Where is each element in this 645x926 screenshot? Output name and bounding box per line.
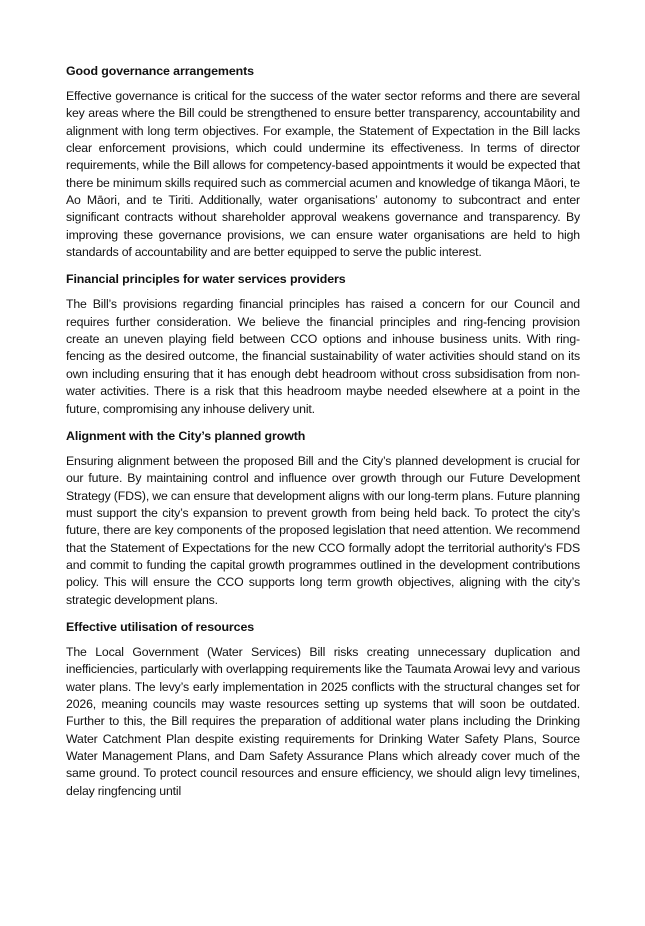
document-page xyxy=(66,62,580,800)
section-body: The Local Government (Water Services) Bill risks creating unnecessary duplication and inefficiencies, particularly with overlapping requirements like the Taumata Arowai levy and various water plans. The levy’s early implementation in 2025 conflicts with the structural changes set for 2026, meaning councils may waste resources setting up systems that will soon be outdated. Further to this, the Bill requires the preparation of additional water plans including the Drinking Water Catchment Plan despite existing requirements for Drinking Water Safety Plans, Source Water Management Plans, and Dam Safety Assurance Plans which already cover much of the same ground. To protect council resources and ensure efficiency, we should align levy timelines, delay ringfencing until xyxy=(66,644,580,798)
section-heading: Financial principles for water services providers xyxy=(66,272,346,287)
section-heading: Effective utilisation of resources xyxy=(66,619,255,634)
section-body: The Bill’s provisions regarding financial principles has raised a concern for our Council and requires further consideration. We believe the financial principles and ring-fencing provision create an uneven playing field between CCO options and inhouse business units. With ring-fencing as the desired outcome, the financial sustainability of water activities should stand on its own including ensuring that it has enough debt headroom without cross subsidisation from non-water activities. There is a risk that this headroom maybe needed elsewhere at a point in the future, compromising any inhouse delivery unit. xyxy=(66,297,580,416)
section-heading: Alignment with the City’s planned growth xyxy=(66,428,306,443)
section-body: Effective governance is critical for the success of the water sector reforms and there are several key areas where the Bill could be strengthened to ensure better transparency, accountability and alignment with long term objectives. For example, the Statement of Expectation in the Bill lacks clear enforcement provisions, which could undermine its effectiveness. In terms of director requirements, while the Bill allows for competency-based appointments it would be expected that there be minimum skills required such as commercial acumen and knowledge of tikanga Māori, te Ao Māori, and te Tiriti. Additionally, water organisations’ autonomy to subcontract and enter significant contracts without shareholder approval weakens governance and transparency. By improving these governance provisions, we can ensure water organisations are held to high standards of accountability and are better equipped to serve the public interest. xyxy=(66,89,580,260)
section-heading: Good governance arrangements xyxy=(66,64,254,78)
section-good-governance xyxy=(66,62,580,261)
section-body: Ensuring alignment between the proposed Bill and the City’s planned development is crucial for our future. By maintaining control and influence over growth through our Future Development Strategy (FDS), we can ensure that development aligns with our long-term plans. Future planning must support the city’s expansion to prevent growth from being held back. To protect the city’s future, there are key components of the proposed legislation that need attention. We recommend that the Statement of Expectations for the new CCO formally adopt the territorial authority's FDS and commit to funding the capital growth programmes outlined in the development contributions policy. This will ensure the CCO supports long term growth objectives, aligning with the city’s strategic development plans. xyxy=(66,453,580,607)
section-planned-growth xyxy=(66,427,580,609)
section-financial-principles xyxy=(66,270,580,417)
section-resources xyxy=(66,618,580,800)
